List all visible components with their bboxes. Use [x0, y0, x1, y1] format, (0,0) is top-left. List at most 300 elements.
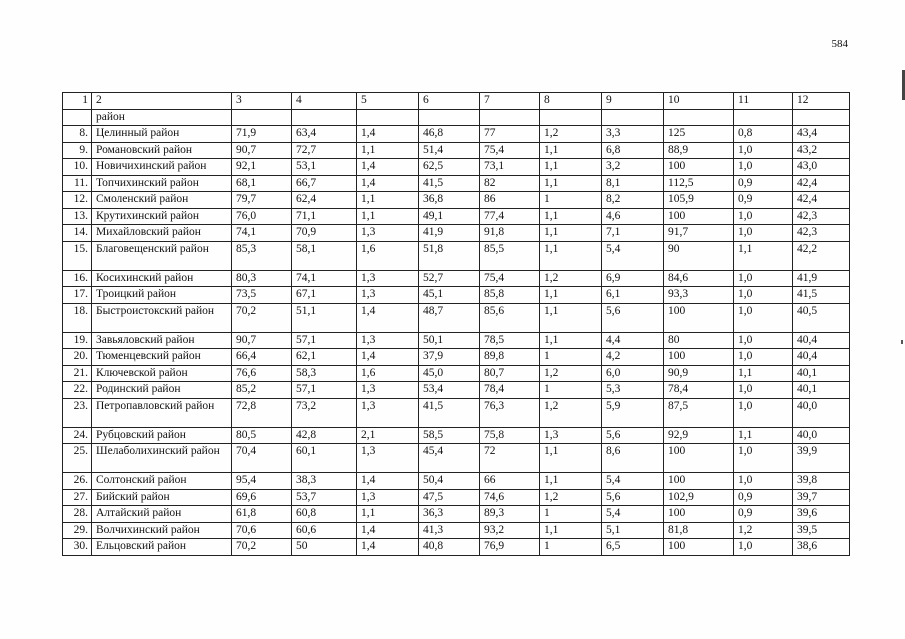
value-cell: 1,0 [734, 159, 793, 176]
value-cell: 9 [602, 93, 664, 110]
district-name-cell: Родинский район [92, 382, 232, 399]
value-cell: 95,4 [232, 473, 292, 490]
value-cell: 1,1 [357, 192, 419, 209]
value-cell [357, 109, 419, 126]
value-cell [232, 109, 292, 126]
value-cell: 81,8 [664, 522, 734, 539]
value-cell: 1 [540, 506, 602, 523]
value-cell: 39,8 [793, 473, 850, 490]
table-row [63, 398, 850, 427]
value-cell: 62,1 [292, 349, 357, 366]
value-cell: 90,7 [232, 332, 292, 349]
value-cell: 40,1 [793, 365, 850, 382]
table-row [63, 473, 850, 490]
value-cell: 75,4 [480, 270, 540, 287]
value-cell: 78,4 [480, 382, 540, 399]
district-name-cell: Алтайский район [92, 506, 232, 523]
value-cell: 10 [664, 93, 734, 110]
value-cell: 1,0 [734, 349, 793, 366]
value-cell: 100 [664, 539, 734, 556]
value-cell: 41,5 [793, 287, 850, 304]
value-cell: 41,5 [419, 398, 480, 427]
row-number-cell: 19. [63, 332, 92, 349]
row-number-cell: 28. [63, 506, 92, 523]
value-cell: 6 [419, 93, 480, 110]
value-cell: 41,5 [419, 175, 480, 192]
value-cell: 1,4 [357, 159, 419, 176]
table-row [63, 382, 850, 399]
value-cell: 1,6 [357, 365, 419, 382]
value-cell: 42,4 [793, 175, 850, 192]
value-cell: 66,4 [232, 349, 292, 366]
value-cell: 53,7 [292, 489, 357, 506]
value-cell: 40,5 [793, 303, 850, 332]
value-cell: 42,2 [793, 241, 850, 270]
row-number-cell: 29. [63, 522, 92, 539]
value-cell: 61,8 [232, 506, 292, 523]
value-cell: 39,7 [793, 489, 850, 506]
value-cell: 2,1 [357, 427, 419, 444]
value-cell: 1,4 [357, 539, 419, 556]
value-cell: 1,1 [734, 365, 793, 382]
value-cell: 6,5 [602, 539, 664, 556]
value-cell: 1 [540, 349, 602, 366]
value-cell: 1,0 [734, 208, 793, 225]
table-row [63, 444, 850, 473]
value-cell: 77,4 [480, 208, 540, 225]
value-cell: 100 [664, 159, 734, 176]
value-cell: 89,3 [480, 506, 540, 523]
value-cell: 102,9 [664, 489, 734, 506]
value-cell: 40,0 [793, 427, 850, 444]
table-row [63, 175, 850, 192]
value-cell: 1,0 [734, 539, 793, 556]
value-cell: 5,4 [602, 506, 664, 523]
value-cell: 6,0 [602, 365, 664, 382]
value-cell: 40,1 [793, 382, 850, 399]
value-cell: 46,8 [419, 126, 480, 143]
value-cell: 1,1 [540, 142, 602, 159]
value-cell: 4,2 [602, 349, 664, 366]
value-cell: 90,9 [664, 365, 734, 382]
value-cell: 66,7 [292, 175, 357, 192]
value-cell: 1,3 [357, 270, 419, 287]
value-cell: 105,9 [664, 192, 734, 209]
value-cell [480, 109, 540, 126]
row-number-cell: 26. [63, 473, 92, 490]
value-cell: 1,2 [540, 489, 602, 506]
value-cell: 1 [540, 192, 602, 209]
value-cell: 41,9 [793, 270, 850, 287]
value-cell: 47,5 [419, 489, 480, 506]
value-cell: 1,0 [734, 303, 793, 332]
value-cell [419, 109, 480, 126]
value-cell: 1,1 [540, 175, 602, 192]
district-name-cell: Быстроистокский район [92, 303, 232, 332]
district-name-cell: Целинный район [92, 126, 232, 143]
value-cell: 1,4 [357, 522, 419, 539]
district-name-cell: Новичихинский район [92, 159, 232, 176]
value-cell: 76,0 [232, 208, 292, 225]
value-cell: 91,7 [664, 225, 734, 242]
value-cell: 100 [664, 208, 734, 225]
district-name-cell: Шелаболихинский район [92, 444, 232, 473]
value-cell: 1,3 [357, 382, 419, 399]
value-cell: 72 [480, 444, 540, 473]
table-row [63, 126, 850, 143]
value-cell: 5,1 [602, 522, 664, 539]
value-cell: 1,1 [540, 444, 602, 473]
value-cell: 100 [664, 506, 734, 523]
value-cell: 79,7 [232, 192, 292, 209]
value-cell: 70,4 [232, 444, 292, 473]
value-cell: 58,3 [292, 365, 357, 382]
value-cell: 1,1 [357, 208, 419, 225]
district-name-cell: Романовский район [92, 142, 232, 159]
table-row [63, 506, 850, 523]
value-cell: 5,9 [602, 398, 664, 427]
value-cell: 37,9 [419, 349, 480, 366]
value-cell: 100 [664, 303, 734, 332]
table-row [63, 303, 850, 332]
value-cell: 7 [480, 93, 540, 110]
value-cell: 60,1 [292, 444, 357, 473]
district-name-cell: Троицкий район [92, 287, 232, 304]
value-cell: 1,1 [540, 303, 602, 332]
value-cell: 51,8 [419, 241, 480, 270]
value-cell: 45,4 [419, 444, 480, 473]
value-cell: 73,2 [292, 398, 357, 427]
district-name-cell: Волчихинский район [92, 522, 232, 539]
row-number-cell: 20. [63, 349, 92, 366]
value-cell: 40,4 [793, 349, 850, 366]
value-cell: 0,8 [734, 126, 793, 143]
scan-margin-dot [901, 340, 903, 344]
value-cell: 1,0 [734, 225, 793, 242]
value-cell: 1,3 [540, 427, 602, 444]
district-name-cell: Благовещенский район [92, 241, 232, 270]
value-cell: 74,1 [292, 270, 357, 287]
table-row [63, 489, 850, 506]
table-row [63, 287, 850, 304]
value-cell: 85,5 [480, 241, 540, 270]
value-cell: 6,9 [602, 270, 664, 287]
value-cell: 1 [540, 539, 602, 556]
value-cell: 42,8 [292, 427, 357, 444]
value-cell: 5,4 [602, 241, 664, 270]
row-number-cell: 30. [63, 539, 92, 556]
value-cell: 4 [292, 93, 357, 110]
value-cell: 80,7 [480, 365, 540, 382]
value-cell: 1,3 [357, 444, 419, 473]
value-cell: 7,1 [602, 225, 664, 242]
value-cell: 40,8 [419, 539, 480, 556]
table-row [63, 522, 850, 539]
value-cell: 51,4 [419, 142, 480, 159]
row-number-cell: 8. [63, 126, 92, 143]
row-number-cell: 24. [63, 427, 92, 444]
district-name-cell: Ключевской район [92, 365, 232, 382]
value-cell: 3,3 [602, 126, 664, 143]
value-cell: 36,3 [419, 506, 480, 523]
district-name-cell: Смоленский район [92, 192, 232, 209]
value-cell: 92,1 [232, 159, 292, 176]
value-cell: 1,0 [734, 287, 793, 304]
value-cell: 71,1 [292, 208, 357, 225]
value-cell: 1,2 [540, 365, 602, 382]
value-cell: 1,0 [734, 142, 793, 159]
value-cell: 1,1 [734, 241, 793, 270]
value-cell: 45,1 [419, 287, 480, 304]
page-number: 584 [831, 38, 848, 50]
value-cell: 8,6 [602, 444, 664, 473]
value-cell: 1,4 [357, 126, 419, 143]
district-name-cell: Топчихинский район [92, 175, 232, 192]
value-cell: 70,9 [292, 225, 357, 242]
value-cell: 76,6 [232, 365, 292, 382]
value-cell: 51,1 [292, 303, 357, 332]
district-name-cell: Ельцовский район [92, 539, 232, 556]
value-cell: 39,9 [793, 444, 850, 473]
value-cell: 62,5 [419, 159, 480, 176]
district-name-cell: Завьяловский район [92, 332, 232, 349]
value-cell: 62,4 [292, 192, 357, 209]
value-cell: 1,2 [540, 398, 602, 427]
value-cell: 57,1 [292, 382, 357, 399]
row-number-cell: 27. [63, 489, 92, 506]
value-cell: 1,2 [734, 522, 793, 539]
value-cell: 92,9 [664, 427, 734, 444]
value-cell: 1,3 [357, 489, 419, 506]
value-cell: 60,8 [292, 506, 357, 523]
value-cell: 5,6 [602, 303, 664, 332]
district-name-cell: Солтонский район [92, 473, 232, 490]
value-cell: 1,1 [540, 241, 602, 270]
value-cell: 42,3 [793, 225, 850, 242]
value-cell: 0,9 [734, 506, 793, 523]
value-cell: 60,6 [292, 522, 357, 539]
value-cell: 53,4 [419, 382, 480, 399]
value-cell: 39,5 [793, 522, 850, 539]
value-cell: 1,4 [357, 349, 419, 366]
value-cell: 72,7 [292, 142, 357, 159]
value-cell: 85,3 [232, 241, 292, 270]
value-cell: 0,9 [734, 175, 793, 192]
value-cell: 78,5 [480, 332, 540, 349]
value-cell [793, 109, 850, 126]
data-table [62, 92, 850, 556]
row-number-cell: 14. [63, 225, 92, 242]
value-cell: 1,1 [734, 427, 793, 444]
value-cell: 0,9 [734, 489, 793, 506]
value-cell: 112,5 [664, 175, 734, 192]
value-cell: 82 [480, 175, 540, 192]
row-number-cell: 18. [63, 303, 92, 332]
district-name-cell: Крутихинский район [92, 208, 232, 225]
value-cell: 41,3 [419, 522, 480, 539]
district-name-cell: Михайловский район [92, 225, 232, 242]
value-cell [540, 109, 602, 126]
value-cell: 42,3 [793, 208, 850, 225]
table-row [63, 332, 850, 349]
value-cell: 1,0 [734, 382, 793, 399]
value-cell [292, 109, 357, 126]
row-number-cell: 23. [63, 398, 92, 427]
value-cell: 5 [357, 93, 419, 110]
value-cell: 1,3 [357, 225, 419, 242]
table-row [63, 241, 850, 270]
value-cell: 38,6 [793, 539, 850, 556]
value-cell: 100 [664, 349, 734, 366]
value-cell: 73,1 [480, 159, 540, 176]
table-row [63, 159, 850, 176]
value-cell: 74,6 [480, 489, 540, 506]
value-cell: 70,6 [232, 522, 292, 539]
value-cell: 1,0 [734, 270, 793, 287]
value-cell: 1,1 [357, 506, 419, 523]
value-cell: 80,5 [232, 427, 292, 444]
value-cell: 1,1 [540, 473, 602, 490]
value-cell: 66 [480, 473, 540, 490]
row-number-cell: 12. [63, 192, 92, 209]
value-cell: 73,5 [232, 287, 292, 304]
value-cell: 72,8 [232, 398, 292, 427]
value-cell: 1,1 [540, 287, 602, 304]
value-cell: 90,7 [232, 142, 292, 159]
value-cell: 125 [664, 126, 734, 143]
value-cell: 8,1 [602, 175, 664, 192]
value-cell: 85,6 [480, 303, 540, 332]
row-number-cell: 10. [63, 159, 92, 176]
value-cell: 57,1 [292, 332, 357, 349]
value-cell: 6,1 [602, 287, 664, 304]
value-cell: 8 [540, 93, 602, 110]
value-cell: 1,1 [540, 522, 602, 539]
table-row [63, 192, 850, 209]
value-cell: 1,2 [540, 126, 602, 143]
value-cell: 8,2 [602, 192, 664, 209]
value-cell: 50,1 [419, 332, 480, 349]
header-row [63, 93, 850, 110]
value-cell: 1,2 [540, 270, 602, 287]
row-number-cell: 9. [63, 142, 92, 159]
value-cell: 1,0 [734, 332, 793, 349]
value-cell: 0,9 [734, 192, 793, 209]
value-cell: 1,4 [357, 473, 419, 490]
value-cell: 43,0 [793, 159, 850, 176]
value-cell: 63,4 [292, 126, 357, 143]
value-cell: 100 [664, 444, 734, 473]
value-cell: 1,0 [734, 444, 793, 473]
value-cell: 67,1 [292, 287, 357, 304]
row-number-cell: 21. [63, 365, 92, 382]
value-cell: 1,0 [734, 398, 793, 427]
value-cell: 12 [793, 93, 850, 110]
value-cell: 76,9 [480, 539, 540, 556]
continuation-row [63, 109, 850, 126]
value-cell: 53,1 [292, 159, 357, 176]
value-cell: 5,4 [602, 473, 664, 490]
value-cell: 1,4 [357, 303, 419, 332]
district-name-cell: Петропавловский район [92, 398, 232, 427]
table-row [63, 208, 850, 225]
value-cell: 1,3 [357, 398, 419, 427]
value-cell: 78,4 [664, 382, 734, 399]
value-cell: 1,1 [540, 159, 602, 176]
value-cell: 1,6 [357, 241, 419, 270]
value-cell: 38,3 [292, 473, 357, 490]
value-cell: 88,9 [664, 142, 734, 159]
value-cell: 77 [480, 126, 540, 143]
row-number-cell [63, 109, 92, 126]
value-cell: 1,1 [540, 332, 602, 349]
value-cell: 40,4 [793, 332, 850, 349]
value-cell: 76,3 [480, 398, 540, 427]
value-cell: 100 [664, 473, 734, 490]
value-cell: 6,8 [602, 142, 664, 159]
value-cell: 85,2 [232, 382, 292, 399]
value-cell: 50 [292, 539, 357, 556]
value-cell: 90 [664, 241, 734, 270]
value-cell: 11 [734, 93, 793, 110]
value-cell: 50,4 [419, 473, 480, 490]
value-cell: 4,6 [602, 208, 664, 225]
value-cell: 1,4 [357, 175, 419, 192]
value-cell: 3,2 [602, 159, 664, 176]
value-cell: 89,8 [480, 349, 540, 366]
value-cell: 68,1 [232, 175, 292, 192]
value-cell: 58,1 [292, 241, 357, 270]
value-cell: 1,0 [734, 473, 793, 490]
row-number-cell: 16. [63, 270, 92, 287]
value-cell: 5,6 [602, 489, 664, 506]
value-cell: 87,5 [664, 398, 734, 427]
value-cell: 70,2 [232, 539, 292, 556]
value-cell: 80,3 [232, 270, 292, 287]
value-cell: 1,1 [540, 225, 602, 242]
value-cell [734, 109, 793, 126]
value-cell: 85,8 [480, 287, 540, 304]
value-cell: 5,6 [602, 427, 664, 444]
value-cell: 91,8 [480, 225, 540, 242]
value-cell: 69,6 [232, 489, 292, 506]
table-row [63, 270, 850, 287]
value-cell: 49,1 [419, 208, 480, 225]
row-number-cell: 15. [63, 241, 92, 270]
value-cell: 70,2 [232, 303, 292, 332]
district-name-cell: Косихинский район [92, 270, 232, 287]
value-cell: 58,5 [419, 427, 480, 444]
value-cell: 3 [232, 93, 292, 110]
row-number-cell: 13. [63, 208, 92, 225]
row-number-cell: 1 [63, 93, 92, 110]
value-cell: 93,3 [664, 287, 734, 304]
table-row [63, 539, 850, 556]
value-cell: 1,3 [357, 332, 419, 349]
district-name-cell: Тюменцевский район [92, 349, 232, 366]
value-cell: 93,2 [480, 522, 540, 539]
value-cell: 1 [540, 382, 602, 399]
value-cell: 36,8 [419, 192, 480, 209]
district-name-cell: Бийский район [92, 489, 232, 506]
value-cell: 4,4 [602, 332, 664, 349]
district-name-cell: район [92, 109, 232, 126]
value-cell: 75,4 [480, 142, 540, 159]
value-cell: 39,6 [793, 506, 850, 523]
row-number-cell: 22. [63, 382, 92, 399]
value-cell: 45,0 [419, 365, 480, 382]
value-cell: 5,3 [602, 382, 664, 399]
